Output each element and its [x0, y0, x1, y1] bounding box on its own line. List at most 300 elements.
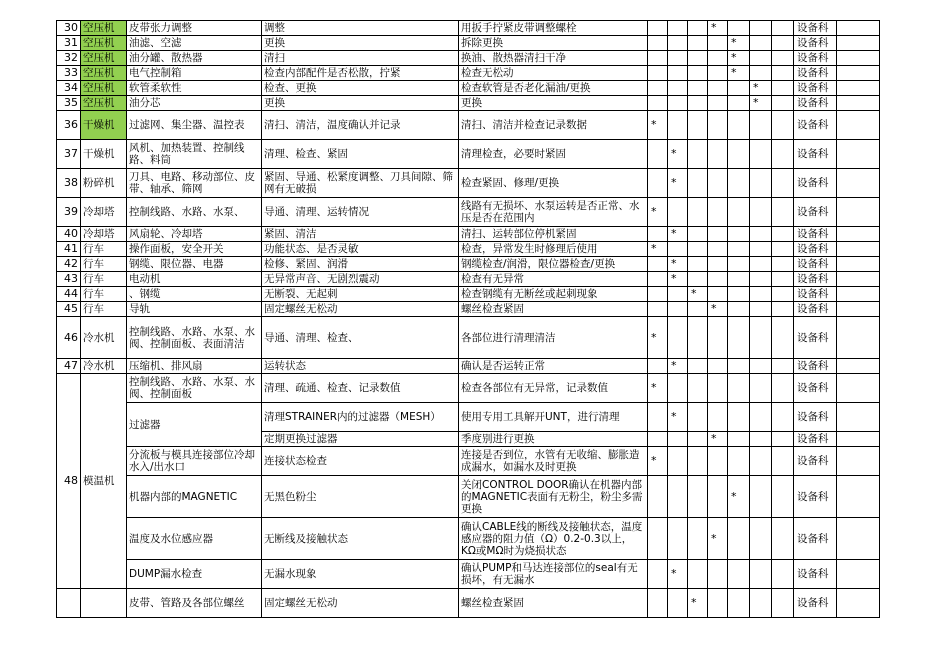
row-number: 42 — [57, 257, 81, 272]
mark-cell — [772, 21, 794, 36]
mark-cell — [708, 272, 728, 287]
mark-cell — [772, 81, 794, 96]
row-number: 39 — [57, 198, 81, 227]
mark-cell — [750, 317, 772, 359]
mark-cell — [772, 317, 794, 359]
equipment-name: 行车 — [81, 257, 127, 272]
remark-cell — [837, 257, 880, 272]
mark-cell — [648, 81, 668, 96]
maintenance-content: 无黑色粉尘 — [262, 476, 459, 518]
mark-cell — [772, 359, 794, 374]
remark-cell — [837, 36, 880, 51]
row-number: 44 — [57, 287, 81, 302]
maintenance-content: 导通、清理、运转情况 — [262, 198, 459, 227]
mark-cell — [728, 140, 750, 169]
mark-cell: * — [708, 302, 728, 317]
row-number: 43 — [57, 272, 81, 287]
mark-cell — [708, 140, 728, 169]
inspection-method: 清理检查，必要时紧固 — [459, 140, 648, 169]
department: 设备科 — [794, 359, 837, 374]
mark-cell — [772, 140, 794, 169]
department: 设备科 — [794, 560, 837, 589]
remark-cell — [837, 359, 880, 374]
inspection-part: 电动机 — [127, 272, 262, 287]
mark-cell — [688, 476, 708, 518]
department: 设备科 — [794, 242, 837, 257]
mark-cell — [728, 96, 750, 111]
mark-cell — [648, 227, 668, 242]
mark-cell — [668, 447, 688, 476]
inspection-method: 检查，异常发生时修理后使用 — [459, 242, 648, 257]
maintenance-content: 固定螺丝无松动 — [262, 589, 459, 618]
mark-cell — [708, 51, 728, 66]
mark-cell — [750, 287, 772, 302]
table-row — [57, 272, 880, 287]
mark-cell — [688, 403, 708, 432]
mark-cell — [750, 140, 772, 169]
remark-cell — [837, 447, 880, 476]
mark-cell — [772, 198, 794, 227]
equipment-name: 空压机 — [81, 21, 127, 36]
mark-cell — [750, 447, 772, 476]
equipment-name: 冷却塔 — [81, 198, 127, 227]
inspection-method: 更换 — [459, 96, 648, 111]
department: 设备科 — [794, 476, 837, 518]
equipment-name — [81, 589, 127, 618]
maintenance-content: 清理、检查、紧固 — [262, 140, 459, 169]
inspection-method: 检查紧固、修理/更换 — [459, 169, 648, 198]
mark-cell — [648, 403, 668, 432]
mark-cell: * — [708, 432, 728, 447]
mark-cell: * — [668, 169, 688, 198]
department: 设备科 — [794, 81, 837, 96]
maintenance-content: 无断裂、无起刺 — [262, 287, 459, 302]
mark-cell — [668, 432, 688, 447]
table-row — [57, 403, 880, 432]
remark-cell — [837, 242, 880, 257]
maintenance-table — [56, 20, 880, 618]
equipment-name: 行车 — [81, 302, 127, 317]
table-row — [57, 359, 880, 374]
mark-cell — [772, 51, 794, 66]
mark-cell — [728, 198, 750, 227]
mark-cell — [750, 432, 772, 447]
mark-cell — [728, 589, 750, 618]
mark-cell — [668, 242, 688, 257]
remark-cell — [837, 66, 880, 81]
remark-cell — [837, 560, 880, 589]
department: 设备科 — [794, 21, 837, 36]
mark-cell — [708, 287, 728, 302]
mark-cell — [648, 66, 668, 81]
mark-cell: * — [668, 257, 688, 272]
inspection-part: 风扇轮、冷却塔 — [127, 227, 262, 242]
maintenance-content: 连接状态检查 — [262, 447, 459, 476]
maintenance-content: 无异常声音、无剧烈震动 — [262, 272, 459, 287]
mark-cell — [688, 518, 708, 560]
inspection-method: 换油、散热器清扫干净 — [459, 51, 648, 66]
equipment-name: 空压机 — [81, 96, 127, 111]
row-number: 37 — [57, 140, 81, 169]
department: 设备科 — [794, 374, 837, 403]
inspection-method: 连接是否到位，水管有无收缩、膨胀造成漏水，如漏水及时更换 — [459, 447, 648, 476]
mark-cell — [708, 36, 728, 51]
table-row — [57, 111, 880, 140]
mark-cell: * — [648, 198, 668, 227]
inspection-part: 导轨 — [127, 302, 262, 317]
department: 设备科 — [794, 169, 837, 198]
mark-cell — [648, 21, 668, 36]
row-number: 46 — [57, 317, 81, 359]
mark-cell — [772, 36, 794, 51]
remark-cell — [837, 169, 880, 198]
mark-cell — [688, 359, 708, 374]
maintenance-content: 更换 — [262, 96, 459, 111]
table-row — [57, 518, 880, 560]
mark-cell — [728, 374, 750, 403]
inspection-part: 皮带张力调整 — [127, 21, 262, 36]
inspection-method: 螺丝检查紧固 — [459, 302, 648, 317]
row-number: 38 — [57, 169, 81, 198]
equipment-name: 空压机 — [81, 81, 127, 96]
mark-cell — [668, 589, 688, 618]
mark-cell: * — [728, 51, 750, 66]
mark-cell — [668, 81, 688, 96]
mark-cell — [708, 374, 728, 403]
row-number: 32 — [57, 51, 81, 66]
maintenance-content: 紧固、导通、松紧度调整、刀具间隙、筛网有无破损 — [262, 169, 459, 198]
department: 设备科 — [794, 140, 837, 169]
maintenance-content: 调整 — [262, 21, 459, 36]
mark-cell — [708, 227, 728, 242]
mark-cell — [668, 374, 688, 403]
mark-cell — [648, 476, 668, 518]
equipment-name: 空压机 — [81, 36, 127, 51]
maintenance-content: 固定螺丝无松动 — [262, 302, 459, 317]
mark-cell — [648, 560, 668, 589]
row-number: 34 — [57, 81, 81, 96]
remark-cell — [837, 374, 880, 403]
mark-cell — [750, 302, 772, 317]
mark-cell — [728, 287, 750, 302]
inspection-method: 钢缆检查/润滑，限位器检查/更换 — [459, 257, 648, 272]
mark-cell — [648, 169, 668, 198]
inspection-method: 检查软管是否老化漏油/更换 — [459, 81, 648, 96]
inspection-method: 检查钢缆有无断丝或起刺现象 — [459, 287, 648, 302]
mark-cell — [772, 242, 794, 257]
inspection-method: 检查无松动 — [459, 66, 648, 81]
mark-cell — [772, 589, 794, 618]
inspection-part: 控制线路、水路、水泵、水阀、控制面板 — [127, 374, 262, 403]
mark-cell — [772, 257, 794, 272]
mark-cell — [648, 96, 668, 111]
mark-cell: * — [648, 317, 668, 359]
maintenance-content: 无断线及接触状态 — [262, 518, 459, 560]
equipment-name: 行车 — [81, 272, 127, 287]
department: 设备科 — [794, 111, 837, 140]
maintenance-content: 定期更换过滤器 — [262, 432, 459, 447]
mark-cell — [668, 36, 688, 51]
department: 设备科 — [794, 302, 837, 317]
mark-cell — [688, 140, 708, 169]
mark-cell — [688, 198, 708, 227]
row-number: 45 — [57, 302, 81, 317]
mark-cell: * — [728, 476, 750, 518]
mark-cell — [648, 432, 668, 447]
table-row — [57, 287, 880, 302]
row-number: 47 — [57, 359, 81, 374]
mark-cell: * — [750, 81, 772, 96]
mark-cell: * — [648, 447, 668, 476]
inspection-method: 用扳手拧紧皮带调整螺栓 — [459, 21, 648, 36]
department: 设备科 — [794, 432, 837, 447]
mark-cell — [708, 66, 728, 81]
row-number: 31 — [57, 36, 81, 51]
inspection-method: 检查各部位有无异常，记录数值 — [459, 374, 648, 403]
maintenance-content: 功能状态、是否灵敏 — [262, 242, 459, 257]
mark-cell — [668, 51, 688, 66]
mark-cell — [688, 242, 708, 257]
mark-cell: * — [668, 359, 688, 374]
inspection-method: 线路有无损坏、水泵运转是否正常、水压是否在范围内 — [459, 198, 648, 227]
mark-cell: * — [648, 111, 668, 140]
inspection-part: 过滤器 — [127, 403, 262, 447]
mark-cell — [772, 476, 794, 518]
mark-cell — [708, 359, 728, 374]
maintenance-content: 检查内部配件是否松散，拧紧 — [262, 66, 459, 81]
department: 设备科 — [794, 518, 837, 560]
department: 设备科 — [794, 198, 837, 227]
maintenance-content: 清理、疏通、检查、记录数值 — [262, 374, 459, 403]
inspection-part: 温度及水位感应器 — [127, 518, 262, 560]
mark-cell — [772, 432, 794, 447]
mark-cell — [708, 111, 728, 140]
mark-cell — [728, 560, 750, 589]
table-row — [57, 21, 880, 36]
table-row — [57, 96, 880, 111]
equipment-name: 模温机 — [81, 374, 127, 589]
mark-cell — [688, 447, 708, 476]
inspection-part: 电气控制箱 — [127, 66, 262, 81]
equipment-name: 行车 — [81, 242, 127, 257]
mark-cell — [772, 560, 794, 589]
inspection-part: 控制线路、水路、水泵、水阀、控制面板、表面清洁 — [127, 317, 262, 359]
mark-cell — [688, 374, 708, 403]
mark-cell: * — [708, 518, 728, 560]
mark-cell — [688, 317, 708, 359]
mark-cell — [708, 242, 728, 257]
mark-cell — [750, 227, 772, 242]
department: 设备科 — [794, 96, 837, 111]
table-row — [57, 169, 880, 198]
mark-cell: * — [728, 36, 750, 51]
inspection-method: 确认是否运转正常 — [459, 359, 648, 374]
mark-cell: * — [750, 96, 772, 111]
mark-cell — [648, 257, 668, 272]
mark-cell — [668, 476, 688, 518]
mark-cell — [668, 198, 688, 227]
mark-cell — [750, 21, 772, 36]
department: 设备科 — [794, 447, 837, 476]
mark-cell — [648, 140, 668, 169]
equipment-name: 冷水机 — [81, 359, 127, 374]
inspection-part: 刀具、电路、移动部位、皮带、轴承、筛网 — [127, 169, 262, 198]
mark-cell — [728, 21, 750, 36]
mark-cell — [750, 560, 772, 589]
mark-cell — [772, 272, 794, 287]
inspection-part: DUMP漏水检查 — [127, 560, 262, 589]
table-row — [57, 447, 880, 476]
inspection-method: 拆除更换 — [459, 36, 648, 51]
department: 设备科 — [794, 51, 837, 66]
department: 设备科 — [794, 36, 837, 51]
mark-cell — [772, 66, 794, 81]
remark-cell — [837, 51, 880, 66]
inspection-part: 油滤、空滤 — [127, 36, 262, 51]
mark-cell — [750, 242, 772, 257]
mark-cell — [688, 257, 708, 272]
remark-cell — [837, 96, 880, 111]
mark-cell — [688, 36, 708, 51]
department: 设备科 — [794, 589, 837, 618]
mark-cell — [728, 227, 750, 242]
mark-cell — [750, 36, 772, 51]
inspection-method: 使用专用工具解开UNT，进行清理 — [459, 403, 648, 432]
mark-cell — [728, 81, 750, 96]
mark-cell — [750, 198, 772, 227]
row-number: 36 — [57, 111, 81, 140]
maintenance-content: 无漏水现象 — [262, 560, 459, 589]
mark-cell — [728, 272, 750, 287]
inspection-part: 压缩机、排风扇 — [127, 359, 262, 374]
mark-cell — [708, 589, 728, 618]
table-row — [57, 317, 880, 359]
mark-cell — [750, 272, 772, 287]
mark-cell — [708, 96, 728, 111]
row-number: 40 — [57, 227, 81, 242]
equipment-name: 空压机 — [81, 51, 127, 66]
mark-cell — [708, 560, 728, 589]
mark-cell — [708, 317, 728, 359]
mark-cell — [708, 476, 728, 518]
table-row — [57, 140, 880, 169]
mark-cell — [772, 447, 794, 476]
remark-cell — [837, 476, 880, 518]
table-row — [57, 227, 880, 242]
mark-cell — [750, 403, 772, 432]
mark-cell — [750, 66, 772, 81]
mark-cell — [688, 272, 708, 287]
department: 设备科 — [794, 227, 837, 242]
maintenance-content: 清扫、清洁，温度确认并记录 — [262, 111, 459, 140]
mark-cell — [772, 518, 794, 560]
table-row — [57, 257, 880, 272]
table-row — [57, 51, 880, 66]
remark-cell — [837, 317, 880, 359]
mark-cell — [772, 96, 794, 111]
maintenance-content: 运转状态 — [262, 359, 459, 374]
mark-cell — [750, 476, 772, 518]
mark-cell — [668, 287, 688, 302]
mark-cell — [688, 111, 708, 140]
department: 设备科 — [794, 257, 837, 272]
inspection-part: 、钢缆 — [127, 287, 262, 302]
mark-cell — [708, 169, 728, 198]
mark-cell — [708, 81, 728, 96]
department: 设备科 — [794, 403, 837, 432]
mark-cell: * — [668, 272, 688, 287]
mark-cell — [648, 36, 668, 51]
remark-cell — [837, 111, 880, 140]
mark-cell — [688, 302, 708, 317]
mark-cell — [668, 96, 688, 111]
maintenance-content: 清理STRAINER内的过滤器（MESH） — [262, 403, 459, 432]
mark-cell — [728, 317, 750, 359]
table-row — [57, 560, 880, 589]
remark-cell — [837, 302, 880, 317]
mark-cell: * — [668, 140, 688, 169]
mark-cell — [750, 51, 772, 66]
mark-cell — [772, 287, 794, 302]
mark-cell — [668, 111, 688, 140]
mark-cell: * — [648, 374, 668, 403]
mark-cell: * — [708, 21, 728, 36]
maintenance-content: 更换 — [262, 36, 459, 51]
remark-cell — [837, 403, 880, 432]
table-row — [57, 302, 880, 317]
department: 设备科 — [794, 66, 837, 81]
mark-cell — [750, 518, 772, 560]
mark-cell — [728, 518, 750, 560]
equipment-name: 行车 — [81, 287, 127, 302]
table-row — [57, 198, 880, 227]
row-number — [57, 589, 81, 618]
row-number: 41 — [57, 242, 81, 257]
inspection-part: 机器内部的MAGNETIC — [127, 476, 262, 518]
mark-cell — [648, 589, 668, 618]
mark-cell — [750, 374, 772, 403]
mark-cell — [668, 66, 688, 81]
remark-cell — [837, 589, 880, 618]
row-number: 33 — [57, 66, 81, 81]
inspection-method: 季度别进行更换 — [459, 432, 648, 447]
table-row — [57, 66, 880, 81]
equipment-name: 冷却塔 — [81, 227, 127, 242]
row-number: 30 — [57, 21, 81, 36]
table-row — [57, 242, 880, 257]
inspection-method: 关闭CONTROL DOOR确认在机器内部的MAGNETIC表面有无粉尘，粉尘多需更换 — [459, 476, 648, 518]
table-row — [57, 589, 880, 618]
mark-cell — [728, 169, 750, 198]
mark-cell — [728, 447, 750, 476]
mark-cell — [648, 518, 668, 560]
inspection-method: 检查有无异常 — [459, 272, 648, 287]
mark-cell: * — [688, 589, 708, 618]
mark-cell — [668, 317, 688, 359]
table-row — [57, 81, 880, 96]
mark-cell — [728, 257, 750, 272]
table-row — [57, 36, 880, 51]
mark-cell — [648, 51, 668, 66]
mark-cell — [772, 374, 794, 403]
remark-cell — [837, 518, 880, 560]
remark-cell — [837, 432, 880, 447]
mark-cell — [750, 111, 772, 140]
mark-cell — [772, 111, 794, 140]
mark-cell — [688, 81, 708, 96]
mark-cell — [728, 111, 750, 140]
mark-cell: * — [668, 403, 688, 432]
